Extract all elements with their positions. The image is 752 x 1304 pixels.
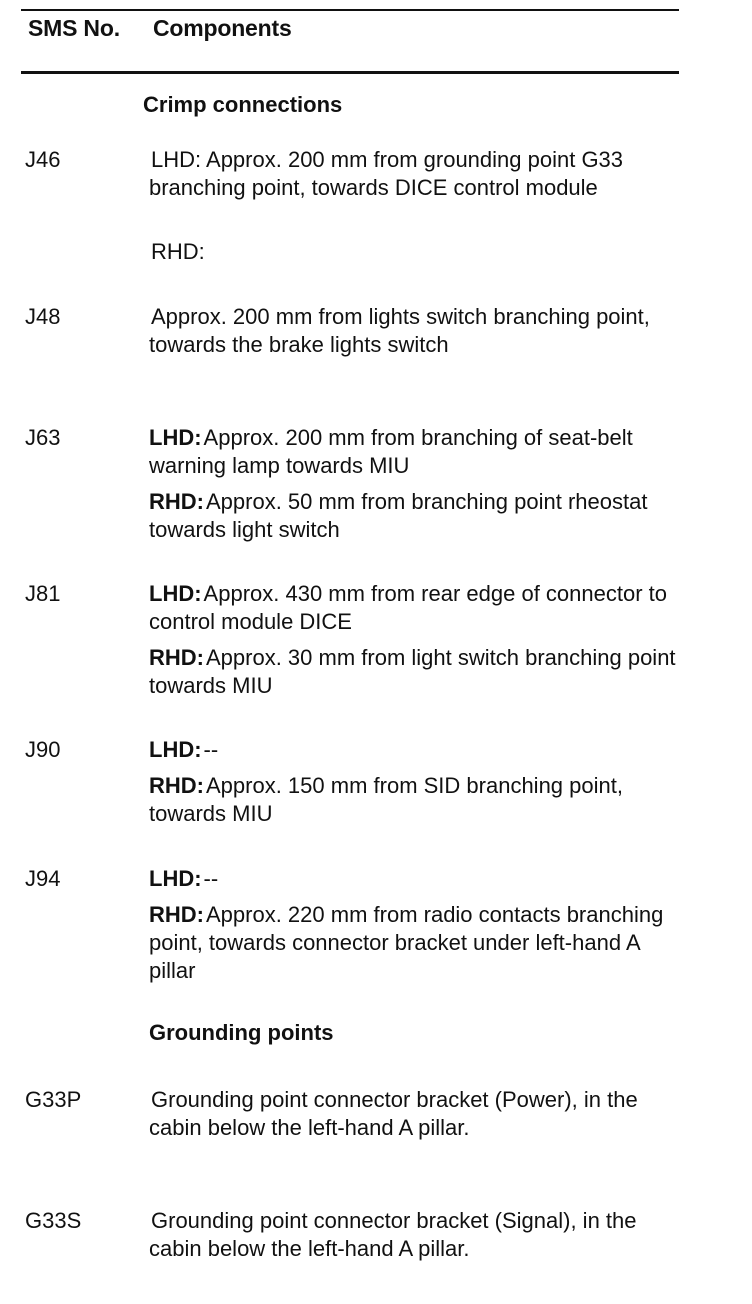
code-j81: J81 bbox=[25, 581, 61, 606]
desc-j63-lhd bbox=[149, 424, 679, 480]
desc-text: -- bbox=[203, 737, 219, 762]
desc-label: LHD: bbox=[149, 737, 202, 762]
desc-label: LHD: bbox=[149, 866, 202, 891]
desc-text: LHD: Approx. 200 mm from grounding point G33 branching point, towards DICE control module bbox=[149, 147, 624, 200]
section-crimp-connections: Crimp connections bbox=[143, 92, 343, 117]
header-components: Components bbox=[153, 15, 292, 41]
desc-text: Approx. 150 mm from SID branching point, towards MIU bbox=[149, 773, 623, 826]
desc-j90-rhd bbox=[149, 772, 679, 828]
desc-text: Grounding point connector bracket (Power), in the cabin below the left-hand A pillar. bbox=[149, 1087, 638, 1140]
desc-text: Approx. 200 mm from lights switch branching point, towards the brake lights switch bbox=[149, 304, 650, 357]
desc-j94-lhd bbox=[149, 865, 679, 893]
section-grounding-points: Grounding points bbox=[149, 1020, 334, 1045]
top-rule bbox=[21, 9, 679, 11]
code-g33s: G33S bbox=[25, 1208, 82, 1233]
desc-text: Approx. 200 mm from branching of seat-belt warning lamp towards MIU bbox=[149, 425, 633, 478]
desc-j48 bbox=[149, 303, 679, 359]
desc-label: RHD: bbox=[149, 489, 204, 514]
desc-text: Approx. 50 mm from branching point rheostat towards light switch bbox=[149, 489, 648, 542]
desc-j94-rhd bbox=[149, 901, 679, 985]
desc-text: RHD: bbox=[151, 239, 205, 264]
code-j90: J90 bbox=[25, 737, 61, 762]
code-j94: J94 bbox=[25, 866, 61, 891]
desc-j46-rhd bbox=[149, 238, 679, 266]
desc-text: Approx. 430 mm from rear edge of connector to control module DICE bbox=[149, 581, 667, 634]
code-j63: J63 bbox=[25, 425, 61, 450]
code-g33p: G33P bbox=[25, 1087, 82, 1112]
desc-label: LHD: bbox=[149, 425, 202, 450]
desc-label: LHD: bbox=[149, 581, 202, 606]
header-sms-no: SMS No. bbox=[28, 15, 120, 41]
desc-j81-rhd bbox=[149, 644, 679, 700]
desc-j90-lhd bbox=[149, 736, 679, 764]
desc-text: -- bbox=[203, 866, 219, 891]
desc-g33s bbox=[149, 1207, 679, 1263]
header-rule bbox=[21, 71, 679, 74]
desc-label: RHD: bbox=[149, 645, 204, 670]
desc-label: RHD: bbox=[149, 773, 204, 798]
code-j46: J46 bbox=[25, 147, 61, 172]
code-j48: J48 bbox=[25, 304, 61, 329]
desc-text: Approx. 30 mm from light switch branching point towards MIU bbox=[149, 645, 676, 698]
desc-text: Approx. 220 mm from radio contacts branching point, towards connector bracket under left-hand A pillar bbox=[149, 902, 664, 983]
desc-label: RHD: bbox=[149, 902, 204, 927]
desc-j63-rhd bbox=[149, 488, 679, 544]
desc-text: Grounding point connector bracket (Signal), in the cabin below the left-hand A pillar. bbox=[149, 1208, 637, 1261]
desc-g33p bbox=[149, 1086, 679, 1142]
desc-j81-lhd bbox=[149, 580, 679, 636]
desc-j46-lhd bbox=[149, 146, 679, 202]
